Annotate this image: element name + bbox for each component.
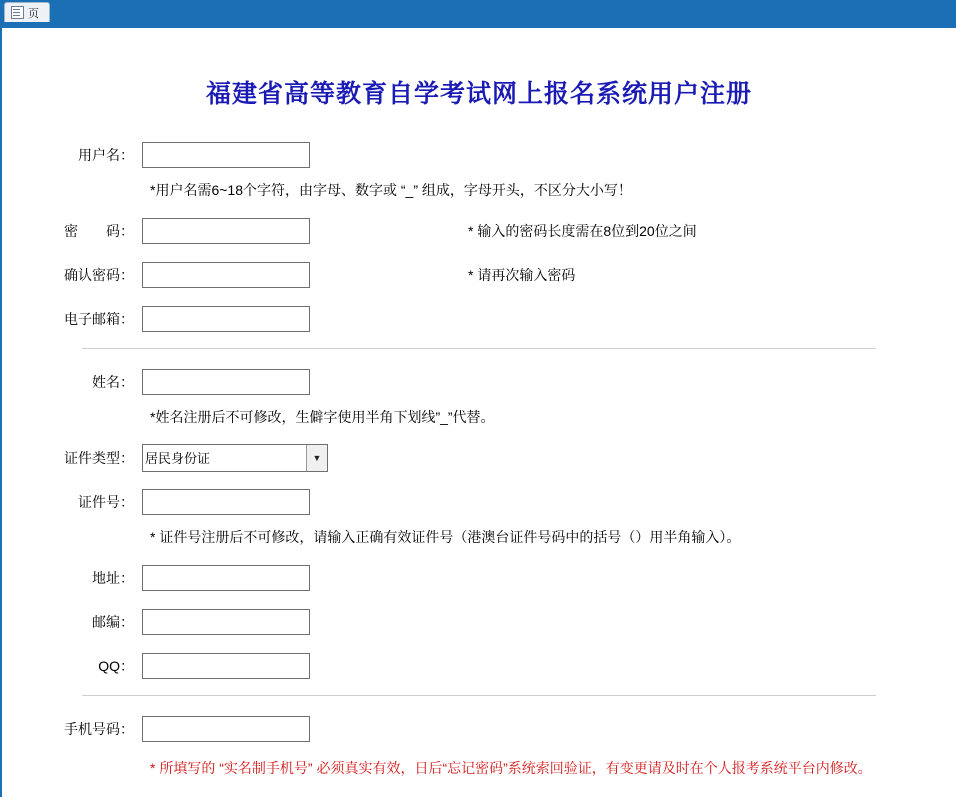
username-label: 用户名： xyxy=(78,147,134,163)
id-type-select-wrap[interactable] xyxy=(142,444,328,472)
row-qq xyxy=(2,651,956,681)
address-input[interactable] xyxy=(142,565,310,591)
row-address xyxy=(2,563,956,593)
row-email xyxy=(2,304,956,334)
id-type-select[interactable] xyxy=(142,444,328,472)
left-rail xyxy=(2,28,8,797)
name-note: *姓名注册后不可修改，生僻字使用半角下划线”_”代替。 xyxy=(150,409,495,425)
page-icon xyxy=(11,6,24,19)
email-label: 电子邮箱： xyxy=(64,311,134,327)
row-id-type xyxy=(2,443,956,473)
browser-tab-label: 页 xyxy=(28,7,39,20)
divider-1 xyxy=(82,348,876,349)
mobile-warning: * 所填写的 “实名制手机号” 必须真实有效，日后“忘记密码”系统索回验证，有变更请及时在个人报考系统平台内修改。 xyxy=(150,760,872,776)
row-username xyxy=(2,140,956,170)
id-number-input[interactable] xyxy=(142,489,310,515)
id-number-note: * 证件号注册后不可修改，请输入正确有效证件号（港澳台证件号码中的括号（）用半角输入）。 xyxy=(150,529,741,545)
row-postcode xyxy=(2,607,956,637)
mobile-label: 手机号码： xyxy=(64,721,134,737)
chevron-down-icon: ▼ xyxy=(306,445,327,471)
id-number-label: 证件号： xyxy=(78,494,134,510)
qq-input[interactable] xyxy=(142,653,310,679)
row-name xyxy=(2,367,956,397)
name-input[interactable] xyxy=(142,369,310,395)
registration-form xyxy=(2,140,956,778)
password-label: 密 码： xyxy=(64,223,134,239)
email-input[interactable] xyxy=(142,306,310,332)
username-note: *用户名需6~18个字符，由字母、数字或 “_” 组成，字母开头，不区分大小写！ xyxy=(150,182,632,198)
confirm-password-hint: * 请再次输入密码 xyxy=(468,267,576,283)
confirm-password-input[interactable] xyxy=(142,262,310,288)
id-type-label: 证件类型： xyxy=(64,450,134,466)
browser-tab[interactable] xyxy=(4,2,50,22)
username-input[interactable] xyxy=(142,142,310,168)
name-label: 姓名： xyxy=(92,374,134,390)
row-password xyxy=(2,216,956,246)
qq-label: QQ： xyxy=(98,658,134,674)
address-label: 地址： xyxy=(92,570,134,586)
browser-chrome xyxy=(0,0,956,22)
confirm-password-label: 确认密码： xyxy=(64,267,134,283)
password-hint: * 输入的密码长度需在8位到20位之间 xyxy=(468,223,697,239)
postcode-label: 邮编： xyxy=(92,614,134,630)
page-content xyxy=(0,28,956,797)
divider-2 xyxy=(82,695,876,696)
mobile-input[interactable] xyxy=(142,716,310,742)
page-title: 福建省高等教育自学考试网上报名系统用户注册 xyxy=(205,79,752,108)
password-input[interactable] xyxy=(142,218,310,244)
row-mobile xyxy=(2,714,956,744)
postcode-input[interactable] xyxy=(142,609,310,635)
row-confirm-password xyxy=(2,260,956,290)
row-id-number xyxy=(2,487,956,517)
